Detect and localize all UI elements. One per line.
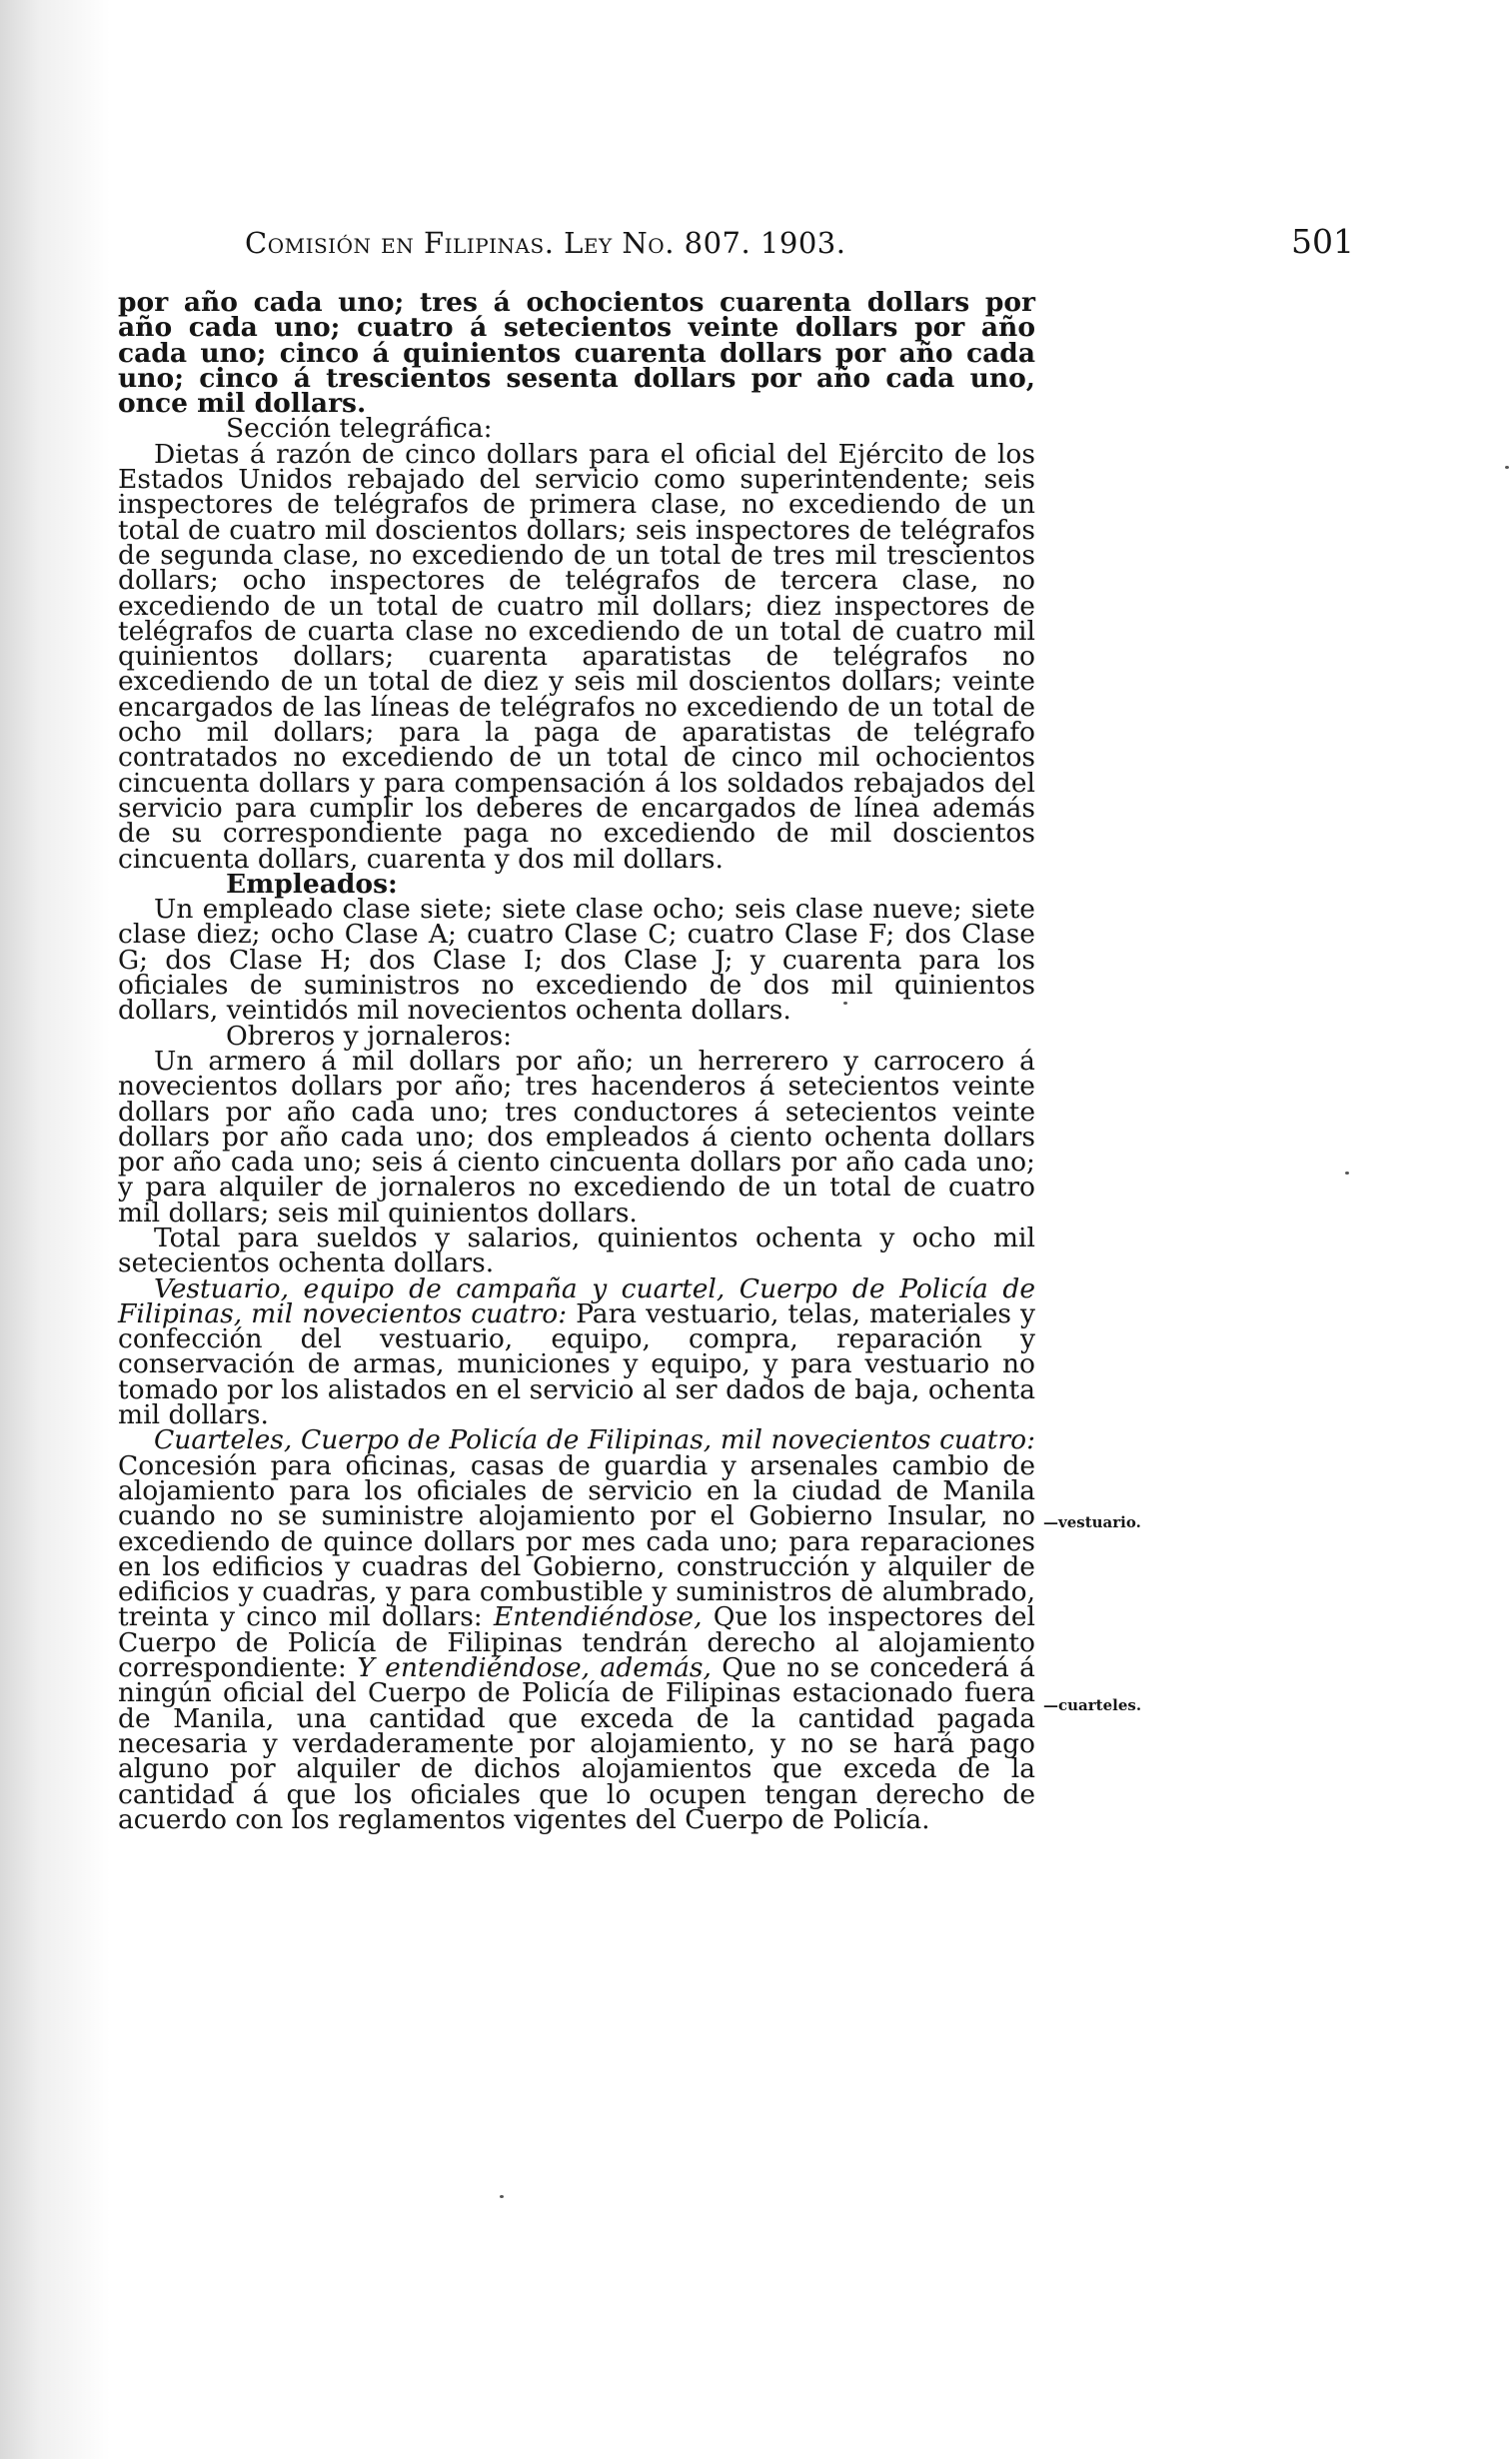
page-number: 501 [1291,222,1354,261]
cuarteles-text-b: Que los inspectores del Cuerpo de Policía de Filipinas tendrán derecho al alojamiento correspondiente: [118,1601,1035,1684]
proviso-entendiendose: Entendiéndose, [493,1601,703,1633]
cuarteles-text-a: Concesión para oficinas, casas de guardia y arsenales cambio de alojamiento para los oficiales de servicio en la ciudad de Manila cuando no se suministre alojamiento por el Gobierno Insular, no excediendo de quince dollars por mes cada uno; para reparaciones en los edificios y cuadras del Gobierno, construcción y alquiler de edificios y cuadras, y para combustible y suministros de alumbrado, treinta y cinco mil dollars: [118,1449,1035,1633]
running-title: Comisión en Filipinas. Ley No. 807. 1903. [245,226,846,260]
paragraph-cuarteles [118,1424,1035,1835]
paragraph-empleados: Un empleado clase siete; siete clase ocho; seis clase nueve; siete clase diez; ocho Clase A; cuatro Clase C; cuatro Clase F; dos Clase G; dos Clase H; dos Clase I; dos Clase J; y cuarenta para los oficiales de suministros no excediendo de dos mil quinientos dollars, veintidós mil novecientos ochenta dollars. [118,894,1035,1027]
margin-note-vestuario: —vestuario. [1043,1513,1141,1531]
cuarteles-heading: Cuarteles, Cuerpo de Policía de Filipinas, mil novecientos cuatro: [154,1424,1035,1456]
body-text [118,287,1036,1835]
proviso-ademas: Y entendiéndose, además, [357,1652,712,1684]
scan-speck [843,1002,847,1005]
running-head [245,222,1354,272]
heading-obreros: Obreros y jornaleros: [226,1020,513,1052]
scan-speck [1345,1172,1349,1175]
heading-seccion-telegrafica: Sección telegráfica: [226,413,493,445]
vestuario-text: Para vestuario, telas, materiales y confección del vestuario, equipo, compra, reparación y conservación de armas, municiones y equipo, y para vestuario no tomado por los alistados en el servicio al ser dados de baja, ochenta mil dollars. [118,1297,1036,1431]
paragraph-obreros: Un armero á mil dollars por año; un herrerero y carrocero á novecientos dollars por año; tres hacenderos á setecientos veinte dollars por año cada uno; tres conductores á setecientos veinte dollars por año cada uno; dos empleados á ciento ochenta dollars por año cada uno; seis á ciento cincuenta dollars por año cada uno; y para alquiler de jornaleros no excediendo de un total de cuatro mil dollars; seis mil quinientos dollars. [118,1045,1035,1229]
paragraph-dietas: Dietas á razón de cinco dollars para el oficial del Ejército de los Estados Unidos rebajado del servicio como superintendente; seis inspectores de telégrafos de primera clase, no excediendo de un total de cuatro mil doscientos dollars; seis inspectores de telégrafos de segunda clase, no excediendo de un total de tres mil trescientos dollars; ocho inspectores de telégrafos de tercera clase, no excediendo de un total de cuatro mil dollars; diez inspectores de telégrafos de cuarta clase no excediendo de un total de cuatro mil quinientos dollars; cuarenta aparatistas de telégrafos no excediendo de un total de diez y seis mil doscientos dollars; veinte encargados de las líneas de telégrafos no excediendo de un total de ocho mil dollars; para la paga de aparatistas de telégrafo contratados no excediendo de un total de cinco mil ochocientos cincuenta dollars y para compensación á los soldados rebajados del servicio para cumplir los deberes de encargados de línea además de su correspondiente paga no excediendo de mil doscientos cincuenta dollars, cuarenta y dos mil dollars. [118,438,1035,875]
paragraph-total: Total para sueldos y salarios, quinientos ochenta y ocho mil setecientos ochenta dollars. [118,1222,1035,1279]
scan-speck [1505,466,1509,469]
scan-speck [500,2195,504,2198]
cuarteles-text-c: Que no se concederá á ningún oficial del Cuerpo de Policía de Filipinas estacionado fuera de Manila, una cantidad que exceda de la cantidad pagada necesaria y verdaderamente por alojamiento, y no se hará pago alguno por alquiler de dichos alojamientos que exceda de la cantidad á que los oficiales que lo ocupen tengan derecho de acuerdo con los reglamentos vigentes del Cuerpo de Policía. [118,1652,1035,1835]
paragraph-continuation: por año cada uno; tres á ochocientos cuarenta dollars por año cada uno; cuatro á setecientos veinte dollars por año cada uno; cinco á quinientos cuarenta dollars por año cada uno; cinco á trescientos sesenta dollars por año cada uno, once mil dollars. [118,287,1035,420]
vestuario-heading: Vestuario, equipo de campaña y cuartel, Cuerpo de Policía de Filipinas, mil novecientos cuatro: [118,1272,1035,1329]
heading-empleados: Empleados: [226,868,398,900]
margin-note-cuarteles: —cuarteles. [1043,1696,1142,1714]
paragraph-vestuario [118,1272,1036,1431]
